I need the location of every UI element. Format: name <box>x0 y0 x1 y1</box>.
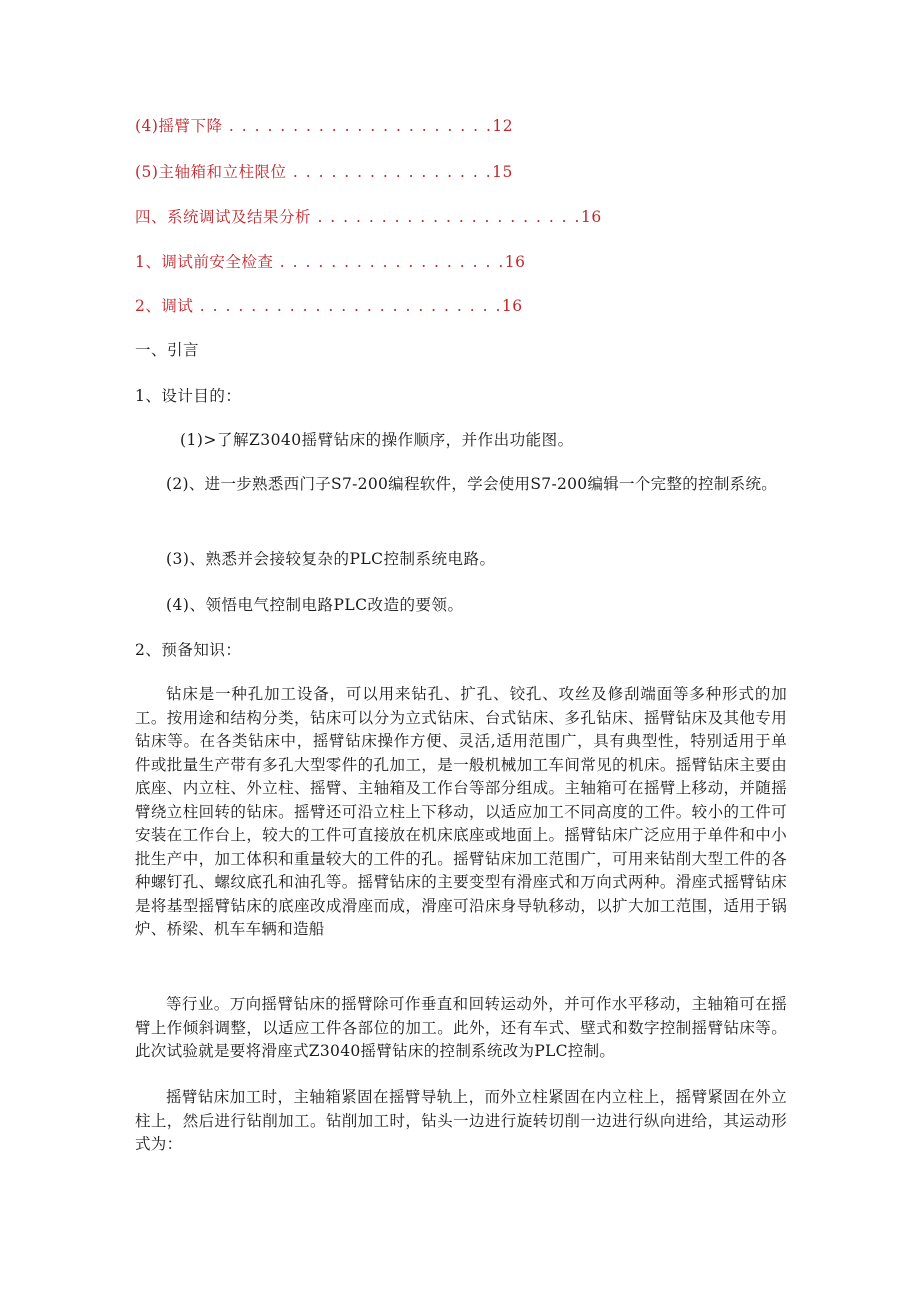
toc-label: 2、调试 <box>135 297 194 315</box>
toc-leader-dots: . . . . . . . . . . . . . . . . . . . . . <box>222 117 493 135</box>
toc-entry[interactable] <box>135 250 525 272</box>
goal-item: (4)、领悟电气控制电路PLC改造的要领。 <box>166 596 464 614</box>
toc-leader-dots: . . . . . . . . . . . . . . . . . . . . . . . . <box>193 297 502 315</box>
toc-page-number: 16 <box>580 208 602 226</box>
toc-label: 四、系统调试及结果分析 <box>135 208 312 226</box>
goal-item: (2)、进一步熟悉西门子S7-200编程软件，学会使用S7-200编辑一个完整的控制系统。 <box>166 475 778 493</box>
body-paragraph: 摇臂钻床加工时，主轴箱紧固在摇臂导轨上，而外立柱紧固在内立柱上，摇臂紧固在外立柱上，然后进行钻削加工。钻削加工时，钻头一边进行旋转切削一边进行纵向进给，其运动形式为： <box>135 1088 787 1153</box>
toc-page-number: 16 <box>504 253 526 271</box>
toc-page-number: 15 <box>492 163 513 181</box>
toc-entry[interactable] <box>135 114 513 136</box>
goal-item: (3)、熟悉并会接较复杂的PLC控制系统电路。 <box>166 550 496 568</box>
design-goal-title: 1、设计目的： <box>135 387 242 405</box>
goal-item: (1)>了解Z3040摇臂钻床的操作顺序，并作出功能图。 <box>180 431 574 449</box>
toc-page-number: 12 <box>492 117 514 135</box>
toc-label: 1、调试前安全检查 <box>135 253 274 271</box>
toc-leader-dots: . . . . . . . . . . . . . . . . . . <box>273 253 505 271</box>
toc-label: (4)摇臂下降 <box>135 117 223 135</box>
toc-entry[interactable] <box>135 205 602 227</box>
body-paragraph: 等行业。万向摇臂钻床的摇臂除可作垂直和回转运动外，并可作水平移动，主轴箱可在摇臂上作倾斜调整，以适应工件各部位的加工。此外，还有车式、壁式和数字控制摇臂钻床等。此次试验就是要将滑座式Z3040摇臂钻床的控制系统改为PLC控制。 <box>135 995 787 1060</box>
body-paragraph: 钻床是一种孔加工设备，可以用来钻孔、扩孔、铰孔、攻丝及修刮端面等多种形式的加工。按用途和结构分类，钻床可以分为立式钻床、台式钻床、多孔钻床、摇臂钻床及其他专用钻床等。在各类钻床中，摇臂钻床操作方便、灵活,适用范围广，具有典型性，特别适用于单件或批量生产带有多孔大型零件的孔加工，是一般机械加工车间常见的机床。摇臂钻床主要由底座、内立柱、外立柱、摇臂、主轴箱及工作台等部分组成。主轴箱可在摇臂上移动，并随摇臂绕立柱回转的钻床。摇臂还可沿立柱上下移动，以适应加工不同高度的工件。较小的工件可安装在工作台上，较大的工件可直接放在机床底座或地面上。摇臂钻床广泛应用于单件和中小批生产中，加工体积和重量较大的工件的孔。摇臂钻床加工范围广，可用来钻削大型工件的各种螺钉孔、螺纹底孔和油孔等。摇臂钻床的主要变型有滑座式和万向式两种。滑座式摇臂钻床是将基型摇臂钻床的底座改成滑座而成，滑座可沿床身导轨移动，以扩大加工范围，适用于锅炉、桥梁、机车车辆和造船 <box>135 685 787 938</box>
toc-entry[interactable] <box>135 294 523 316</box>
prep-knowledge-title: 2、预备知识： <box>135 641 242 659</box>
toc-label: (5)主轴箱和立柱限位 <box>135 163 287 181</box>
toc-page-number: 16 <box>501 297 523 315</box>
toc-leader-dots: . . . . . . . . . . . . . . . . . . . . . <box>311 208 581 226</box>
toc-leader-dots: . . . . . . . . . . . . . . . . <box>286 163 493 181</box>
section-heading: 一、引言 <box>135 341 200 359</box>
toc-entry[interactable] <box>135 160 513 182</box>
